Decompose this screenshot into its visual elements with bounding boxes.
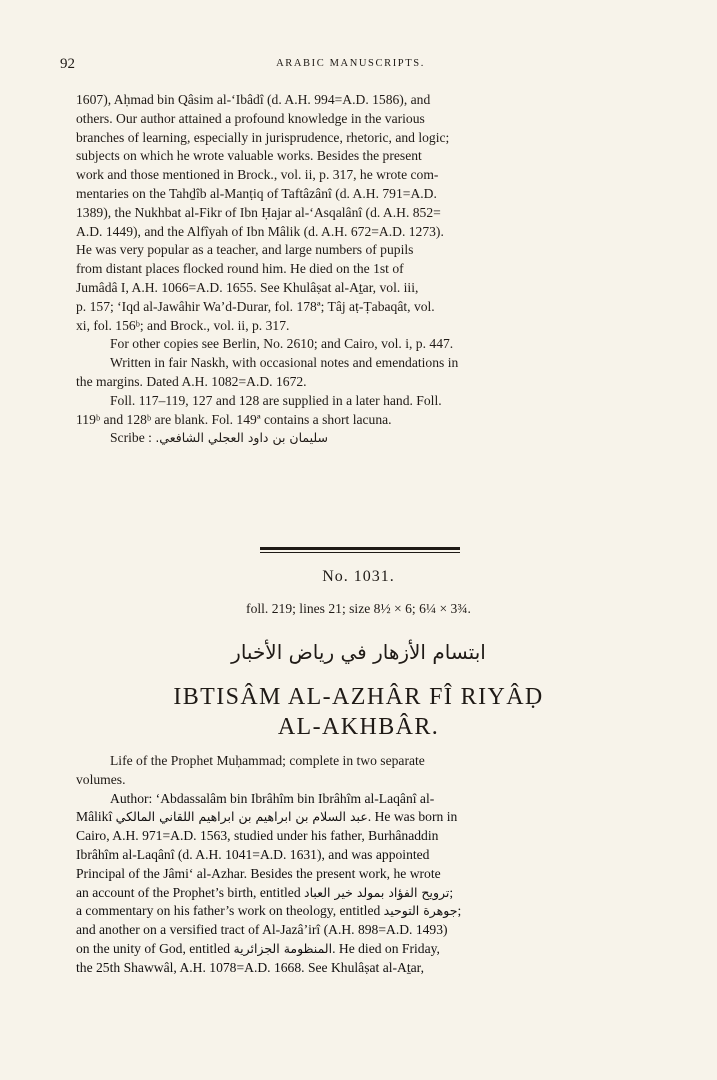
page-number: 92 [60, 56, 75, 72]
text-line: p. 157; ‘Iqd al-Jawâhir Wa’d-Durar, fol. 178ª; Tâj aṭ-Ṭabaqât, vol. [76, 298, 435, 314]
text-line: others. Our author attained a profound knowledge in the various [76, 110, 425, 126]
entry-body [76, 752, 639, 978]
entry-paragraph-1 [76, 752, 639, 790]
text-line: from distant places flocked round him. He died on the 1st of [76, 261, 404, 277]
text-line: on the unity of God, entitled المنظومة الجزائرية. He died on Friday, [76, 940, 440, 956]
text-line: 1389), the Nukhbat al-Fikr of Ibn Ḥajar al-‘Asqalânî (d. A.H. 852= [76, 204, 441, 220]
text-line: For other copies see Berlin, No. 2610; and Cairo, vol. i, p. 447. [110, 336, 454, 352]
prev-entry-paragraph-4 [76, 392, 639, 430]
text-line: a commentary on his father’s work on theology, entitled جوهرة التوحيد; [76, 903, 462, 919]
text-line: the 25th Shawwâl, A.H. 1078=A.D. 1668. See Khulâṣat al-Aṯar, [76, 959, 425, 975]
scribe-line [76, 429, 639, 448]
text-line: Jumâdâ I, A.H. 1066=A.D. 1655. See Khulâṣat al-Aṯar, vol. iii, [76, 279, 419, 295]
prev-entry-paragraph-1 [76, 91, 639, 335]
entry-specs: foll. 219; lines 21; size 8½ × 6; 6¼ × 3¾. [246, 601, 471, 616]
text-line: Author: ‘Abdassalâm bin Ibrâhîm bin Ibrâhîm al-Laqânî al- [110, 790, 435, 806]
text-line: xi, fol. 156ᵇ; and Brock., vol. ii, p. 317. [76, 317, 290, 333]
text-line: and another on a versified tract of Al-Jazâ’irî (A.H. 898=A.D. 1493) [76, 922, 448, 938]
text-line: Principal of the Jâmi‘ al-Azhar. Besides the present work, he wrote [76, 865, 441, 881]
entry-number: No. 1031. [322, 568, 395, 585]
arabic-inline-title: جوهرة التوحيد [383, 903, 458, 919]
text-line: Ibrâhîm al-Laqânî (d. A.H. 1041=A.D. 1631), and was appointed [76, 846, 430, 862]
scribe-label: Scribe : [110, 430, 152, 446]
running-title: ARABIC MANUSCRIPTS. [276, 58, 425, 69]
prev-entry-paragraph-3 [76, 354, 639, 392]
text-line: Life of the Prophet Muḥammad; complete in two separate [110, 753, 425, 768]
text-line: branches of learning, especially in jurisprudence, rhetoric, and logic; [76, 129, 450, 145]
text-line: Cairo, A.H. 971=A.D. 1563, studied under his father, Burhânaddin [76, 828, 439, 844]
running-head [60, 56, 641, 76]
text-line: Written in fair Naskh, with occasional notes and emendations in [110, 355, 459, 371]
text-line: an account of the Prophet’s birth, entitled ترويح الفؤاد بمولد خير العباد; [76, 884, 454, 900]
text-line: work and those mentioned in Brock., vol. ii, p. 317, he wrote com- [76, 167, 439, 183]
entry-title [0, 682, 717, 742]
entry-title-line-1: IBTISÂM AL-AZHÂR FÎ RIYÂḌ [173, 684, 544, 710]
prev-entry-body [76, 91, 639, 448]
text-line: mentaries on the Tahḏîb al-Manṭiq of Taftâzânî (d. A.H. 791=A.D. [76, 185, 437, 201]
divider-thick-rule [260, 547, 460, 550]
entry-title-line-2: AL-AKHBÂR. [277, 714, 440, 740]
entry-paragraph-2 [76, 790, 639, 978]
text-line: Foll. 117–119, 127 and 128 are supplied in a later hand. Foll. [110, 392, 442, 408]
divider-thin-rule [260, 552, 460, 553]
text-line: 1607), Aḥmad bin Qâsim al-‘Ibâdî (d. A.H. 994=A.D. 1586), and [76, 92, 431, 107]
scribe-arabic-name: سليمان بن داود العجلي الشافعي. [155, 430, 329, 446]
section-divider [260, 547, 460, 555]
text-line: the margins. Dated A.H. 1082=A.D. 1672. [76, 373, 307, 389]
text-line: He was very popular as a teacher, and large numbers of pupils [76, 242, 414, 258]
arabic-inline-title: عبد السلام بن ابراهيم بن ابراهيم اللقاني المالكي [115, 809, 368, 825]
text-line: volumes. [76, 771, 126, 787]
arabic-inline-title: المنظومة الجزائرية [233, 940, 333, 956]
entry-title-arabic: ابتسام الأزهار في رياض الأخبار [231, 640, 486, 664]
text-line: subjects on which he wrote valuable works. Besides the present [76, 148, 422, 164]
arabic-inline-title: ترويح الفؤاد بمولد خير العباد [304, 884, 450, 900]
text-line: 119ᵇ and 128ᵇ are blank. Fol. 149ª contains a short lacuna. [76, 411, 392, 427]
text-line: A.D. 1449), and the Alfîyah of Ibn Mâlik (d. A.H. 672=A.D. 1273). [76, 223, 444, 239]
text-line: Mâlikî عبد السلام بن ابراهيم بن ابراهيم اللقاني المالكي. He was born in [76, 809, 458, 825]
prev-entry-paragraph-2 [76, 335, 639, 354]
